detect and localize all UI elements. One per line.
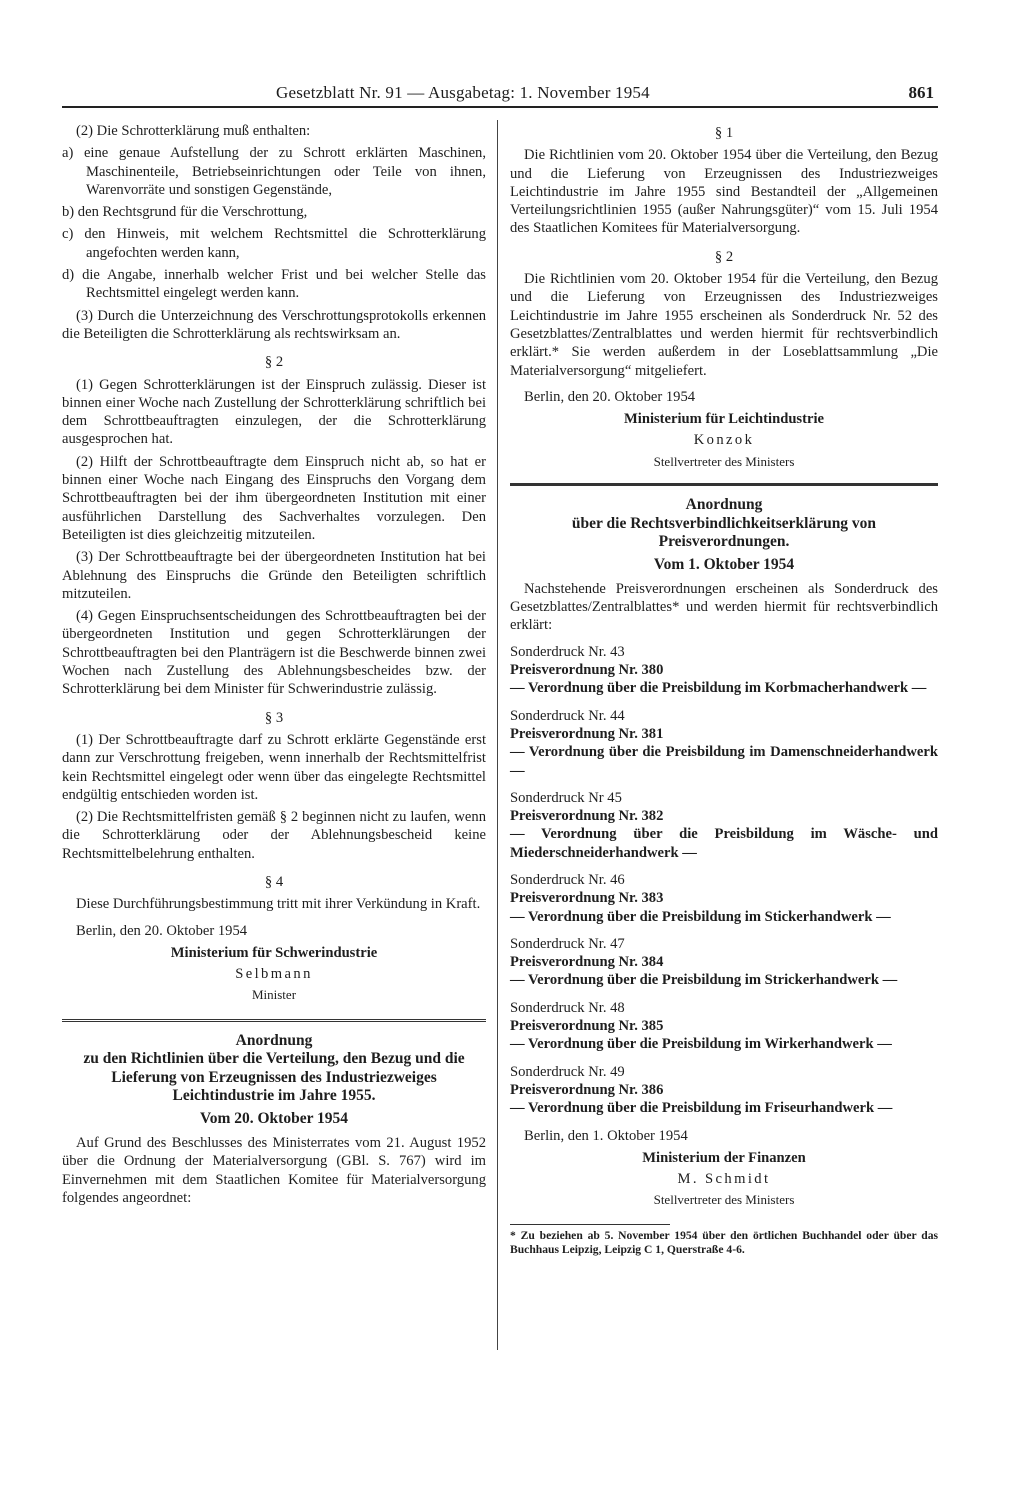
list-item-c: c) den Hinweis, mit welchem Rechtsmittel die Schrotterklärung angefochten werden kann, xyxy=(62,226,486,261)
preisverordnung-number: Preisverordnung Nr. 384 xyxy=(510,954,664,971)
verordnung-title: — Verordnung über die Preisbildung im Wirkerhandwerk — xyxy=(510,1036,892,1053)
signature-title: Minister xyxy=(251,987,297,1003)
price-order-entry xyxy=(510,789,938,862)
section-separator xyxy=(62,1019,486,1022)
header-title: Gesetzblatt Nr. 91 — Ausgabetag: 1. November 1954 xyxy=(276,83,650,102)
order-intro: Auf Grund des Beschlusses des Ministerrates vom 21. August 1952 über die Ordnung der Materialversorgung (GBl. S. 767) wird im Einvernehmen mit dem Staatlichen Komitee für Materialversorgung folgendes angeordnet: xyxy=(62,1135,486,1206)
price-order-entry xyxy=(510,1063,938,1118)
verordnung-title: — Verordnung über die Preisbildung im Damenschneiderhandwerk — xyxy=(510,744,938,779)
page-number: 861 xyxy=(908,83,934,102)
section-3-paragraph-1: (1) Der Schrottbeauftragte darf zu Schrott erklärte Gegenstände erst dann zur Verschrottung freigeben, wenn innerhalb der Rechtsmittelfrist kein Rechtsmittel eingelegt oder wenn über das eingelegte Rechtsmittel endgültig entschieden worden ist. xyxy=(62,731,486,803)
sonderdruck-number: Sonderdruck Nr. 47 xyxy=(510,935,625,952)
price-order-entry xyxy=(510,935,938,990)
sonderdruck-number: Sonderdruck Nr. 49 xyxy=(510,1063,625,1080)
sonderdruck-number: Sonderdruck Nr. 43 xyxy=(510,643,625,660)
order-date-right: Vom 1. Oktober 1954 xyxy=(653,555,795,573)
section-separator-right xyxy=(510,483,938,486)
list-item-a: a) eine genaue Aufstellung der zu Schrott erklärten Maschinen, Maschinenteile, Betriebseinrichtungen oder Teile von ihnen, Warenvorräte und sonstigen Gegenstände, xyxy=(62,145,486,198)
signature-name-1: Konzok xyxy=(693,432,755,449)
date-line-1: Berlin, den 20. Oktober 1954 xyxy=(524,388,696,405)
price-order-entry xyxy=(510,999,938,1054)
order-date: Vom 20. Oktober 1954 xyxy=(199,1109,349,1127)
right-column xyxy=(510,122,938,1262)
section-heading-2-right: § 2 xyxy=(714,248,734,265)
signature-title-2: Stellvertreter des Ministers xyxy=(653,1192,795,1208)
section-heading-4: § 4 xyxy=(264,873,284,890)
section-1-paragraph: Die Richtlinien vom 20. Oktober 1954 über die Verteilung, den Bezug und die Lieferung von Erzeugnissen des Industriezweiges Leichtindustrie im Jahre 1955 sind Bestandteil der „Allgemeinen Verteilungsrichtlinien 1955 (außer Nahrungsgüter)“ vom 15. Juli 1954 des Staatlichen Komitees für Materialversorgung. xyxy=(510,147,938,237)
date-line-2: Berlin, den 1. Oktober 1954 xyxy=(524,1127,688,1144)
section-2-paragraph-3: (3) Der Schrottbeauftragte bei der übergeordneten Institution hat bei Ablehnung des Einspruchs die Gründe den Beteiligten schriftlich mitzuteilen. xyxy=(62,549,486,602)
section-heading-1: § 1 xyxy=(714,125,734,141)
order-heading-word-right: Anordnung xyxy=(685,496,763,514)
verordnung-title: — Verordnung über die Preisbildung im Korbmacherhandwerk — xyxy=(510,680,927,697)
order-heading-word: Anordnung xyxy=(235,1031,313,1049)
section-heading-3: § 3 xyxy=(264,709,284,726)
price-order-entry xyxy=(510,871,938,926)
section-2-paragraph-2: (2) Hilft der Schrottbeauftragte dem Einspruch nicht ab, so hat er binnen einer Woche nach Eingang des Einspruchs den Vorgang dem Schrottbeauftragten bei der ihm übergeordneten Institution mit einer ausführlichen Darstellung des Sachverhaltes vorzulegen. Den Beteiligten ist dies gleichzeitig mitzuteilen. xyxy=(62,453,486,543)
verordnung-title: — Verordnung über die Preisbildung im Strickerhandwerk — xyxy=(510,972,898,989)
preisverordnung-number: Preisverordnung Nr. 383 xyxy=(510,890,664,907)
verordnung-title: — Verordnung über die Preisbildung im Friseurhandwerk — xyxy=(510,1100,893,1117)
list-item-d: d) die Angabe, innerhalb welcher Frist und bei welcher Stelle das Rechtsmittel eingelegt werden kann. xyxy=(62,267,486,302)
order-title: zu den Richtlinien über die Verteilung, den Bezug und die Lieferung von Erzeugnissen des Industriezweiges Leichtindustrie im Jahre 1955. xyxy=(83,1050,465,1105)
section-2-paragraph-right: Die Richtlinien vom 20. Oktober 1954 für die Verteilung, den Bezug und die Lieferung von Erzeugnissen des Industriezweiges Leichtindustrie im Jahre 1955 erscheinen als Sonderdruck Nr. 52 des Gesetzblattes/Zentralblattes und werden hiermit für rechtsverbindlich erklärt.* Sie werden außerdem in der Loseblattsammlung „Die Materialversorgung“ mitgeliefert. xyxy=(510,271,938,379)
preisverordnung-number: Preisverordnung Nr. 380 xyxy=(510,662,664,679)
signature-ministry-1: Ministerium für Leichtindustrie xyxy=(624,411,824,428)
list-item-b: b) den Rechtsgrund für die Verschrottung, xyxy=(62,204,308,221)
order-title-right: über die Rechtsverbindlichkeitserklärung von Preisverordnungen. xyxy=(571,514,877,551)
paragraph-2-intro: (2) Die Schrotterklärung muß enthalten: xyxy=(76,123,311,139)
page-header xyxy=(62,84,938,108)
preisverordnung-number: Preisverordnung Nr. 382 xyxy=(510,808,664,825)
section-2-paragraph-1: (1) Gegen Schrotterklärungen ist der Einspruch zulässig. Dieser ist binnen einer Woche nach Zustellung der Schrotterklärung schriftlich bei dem Schrottbeauftragten einzulegen, der die Schrotterklärung ausgesprochen hat. xyxy=(62,376,486,448)
footnote: * Zu beziehen ab 5. November 1954 über den örtlichen Buchhandel oder über das Buchhaus Leipzig, Leipzig C 1, Querstraße 4-6. xyxy=(510,1228,938,1257)
signature-ministry-2: Ministerium der Finanzen xyxy=(642,1149,806,1166)
order-intro-right: Nachstehende Preisverordnungen erscheinen als Sonderdruck des Gesetzblattes/Zentralblattes* und werden hiermit für rechtsverbindlich erklärt: xyxy=(510,580,938,634)
paragraph-3: (3) Durch die Unterzeichnung des Verschrottungsprotokolls erkennen die Beteiligten die Schrotterklärung als rechtswirksam an. xyxy=(62,307,486,342)
header-rule xyxy=(62,106,938,108)
signature-title-1: Stellvertreter des Ministers xyxy=(653,453,795,469)
signature-ministry: Ministerium für Schwerindustrie xyxy=(170,944,378,961)
verordnung-title: — Verordnung über die Preisbildung im Stickerhandwerk — xyxy=(510,908,891,925)
column-divider xyxy=(497,120,498,1350)
section-2-paragraph-4: (4) Gegen Einspruchsentscheidungen des Schrottbeauftragten bei der übergeordneten Institution und gegen Schrotterklärungen der Schrottbeauftragten bei den Planträgern ist die Beschwerde binnen zwei Wochen nach Zustellung des Ablehnungsbescheides bzw. der Schrotterklärung bei dem Minister für Schwerindustrie zulässig. xyxy=(62,608,486,698)
price-order-entry xyxy=(510,707,938,780)
sonderdruck-number: Sonderdruck Nr. 46 xyxy=(510,872,625,888)
section-heading-2: § 2 xyxy=(264,354,284,371)
preisverordnung-number: Preisverordnung Nr. 386 xyxy=(510,1081,664,1098)
price-order-entry xyxy=(510,643,938,698)
sonderdruck-number: Sonderdruck Nr 45 xyxy=(510,789,622,806)
verordnung-title: — Verordnung über die Preisbildung im Wäsche- und Miederschneiderhandwerk — xyxy=(510,826,938,861)
sonderdruck-number: Sonderdruck Nr. 48 xyxy=(510,999,625,1016)
signature-name-2: M. Schmidt xyxy=(677,1171,771,1188)
footnote-rule xyxy=(510,1224,670,1225)
signature-name: Selbmann xyxy=(235,966,313,983)
section-3-paragraph-2: (2) Die Rechtsmittelfristen gemäß § 2 beginnen nicht zu laufen, wenn die Schrotterklärung oder der Ablehnungsbescheid keine Rechtsmittelbelehrung enthalten. xyxy=(62,809,486,862)
sonderdruck-number: Sonderdruck Nr. 44 xyxy=(510,707,625,724)
date-line: Berlin, den 20. Oktober 1954 xyxy=(76,922,248,939)
preisverordnung-number: Preisverordnung Nr. 385 xyxy=(510,1018,664,1035)
section-4-paragraph-1: Diese Durchführungsbestimmung tritt mit ihrer Verkündung in Kraft. xyxy=(76,896,481,913)
left-column xyxy=(62,122,486,1211)
preisverordnung-number: Preisverordnung Nr. 381 xyxy=(510,725,664,742)
